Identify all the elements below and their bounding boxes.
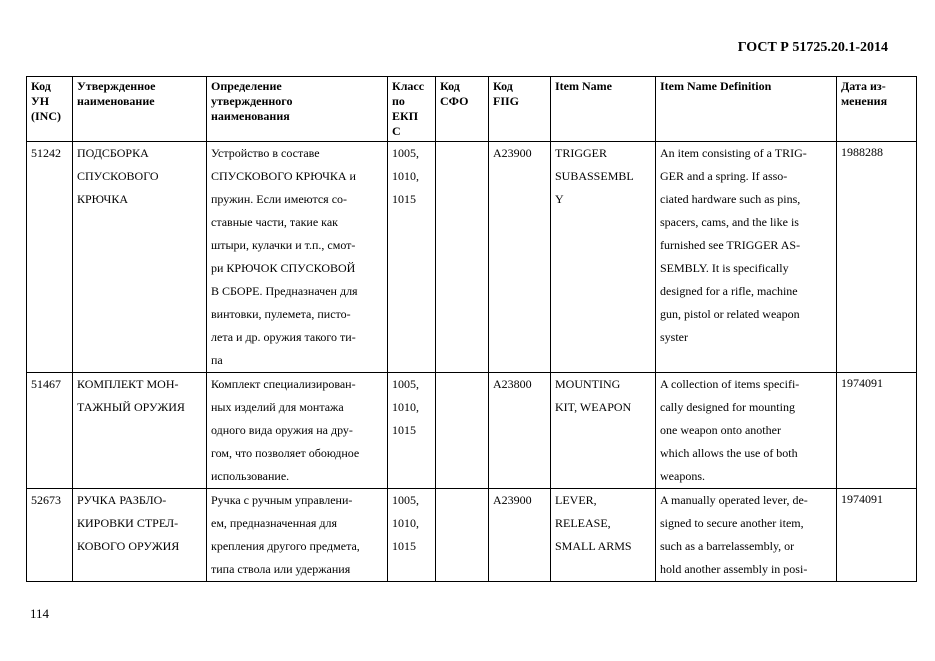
cell-inc: 51467 xyxy=(27,373,73,489)
catalog-table xyxy=(26,76,917,582)
cell-fiig: A23900 xyxy=(489,142,551,373)
cell-approved-name: РУЧКА РАЗБЛО- КИРОВКИ СТРЕЛ- КОВОГО ОРУЖИЯ xyxy=(73,489,207,582)
cell-item-name: TRIGGER SUBASSEMBL Y xyxy=(551,142,656,373)
table-row xyxy=(27,489,917,582)
col-header-item-definition: Item Name Definition xyxy=(656,77,837,142)
col-header-sfo: Код СФО xyxy=(436,77,489,142)
cell-definition: Устройство в составе СПУСКОВОГО КРЮЧКА и пружин. Если имеются со- ставные части, такие как штыри, кулачки и т.п., смот- ри КРЮЧОК СПУСКОВОЙ В СБОРЕ. Предназначен для винтовки, пулемета, писто- лета и др. оружия такого ти- па xyxy=(207,142,388,373)
cell-item-name: MOUNTING KIT, WEAPON xyxy=(551,373,656,489)
col-header-change-date: Дата из- менения xyxy=(837,77,917,142)
cell-approved-name: КОМПЛЕКТ МОН- ТАЖНЫЙ ОРУЖИЯ xyxy=(73,373,207,489)
cell-inc: 52673 xyxy=(27,489,73,582)
cell-item-definition: A manually operated lever, de- signed to secure another item, such as a barrelassembly, or hold another assembly in posi- xyxy=(656,489,837,582)
document-standard-title: ГОСТ Р 51725.20.1-2014 xyxy=(737,40,888,55)
cell-change-date: 1974091 xyxy=(837,373,917,489)
cell-change-date: 1974091 xyxy=(837,489,917,582)
col-header-fiig: Код FIIG xyxy=(489,77,551,142)
cell-sfo xyxy=(436,489,489,582)
cell-fiig: A23900 xyxy=(489,489,551,582)
cell-item-definition: An item consisting of a TRIG- GER and a spring. If asso- ciated hardware such as pins, spacers, cams, and the like is furnished see TRIGGER AS- SEMBLY. It is specifically designed for a rifle, machine gun, pistol or related weapon syster xyxy=(656,142,837,373)
cell-inc: 51242 xyxy=(27,142,73,373)
cell-definition: Ручка с ручным управлени- ем, предназначенная для крепления другого предмета, типа ствола или удержания xyxy=(207,489,388,582)
col-header-definition: Определение утвержденного наименования xyxy=(207,77,388,142)
cell-class: 1005, 1010, 1015 xyxy=(388,373,436,489)
col-header-approved-name: Утвержденное наименование xyxy=(73,77,207,142)
cell-item-definition: A collection of items specifi- cally designed for mounting one weapon onto another which allows the use of both weapons. xyxy=(656,373,837,489)
cell-item-name: LEVER, RELEASE, SMALL ARMS xyxy=(551,489,656,582)
cell-approved-name: ПОДСБОРКА СПУСКОВОГО КРЮЧКА xyxy=(73,142,207,373)
table-row xyxy=(27,373,917,489)
page-number: 114 xyxy=(30,606,50,621)
cell-sfo xyxy=(436,142,489,373)
col-header-inc: Код УН (INC) xyxy=(27,77,73,142)
col-header-item-name: Item Name xyxy=(551,77,656,142)
table-row xyxy=(27,142,917,373)
cell-sfo xyxy=(436,373,489,489)
cell-class: 1005, 1010, 1015 xyxy=(388,142,436,373)
table-header-row xyxy=(27,77,917,142)
col-header-class: Класс по ЕКП С xyxy=(388,77,436,142)
cell-definition: Комплект специализирован- ных изделий для монтажа одного вида оружия на дру- гом, что позволяет обоюдное использование. xyxy=(207,373,388,489)
cell-fiig: A23800 xyxy=(489,373,551,489)
cell-class: 1005, 1010, 1015 xyxy=(388,489,436,582)
cell-change-date: 1988288 xyxy=(837,142,917,373)
